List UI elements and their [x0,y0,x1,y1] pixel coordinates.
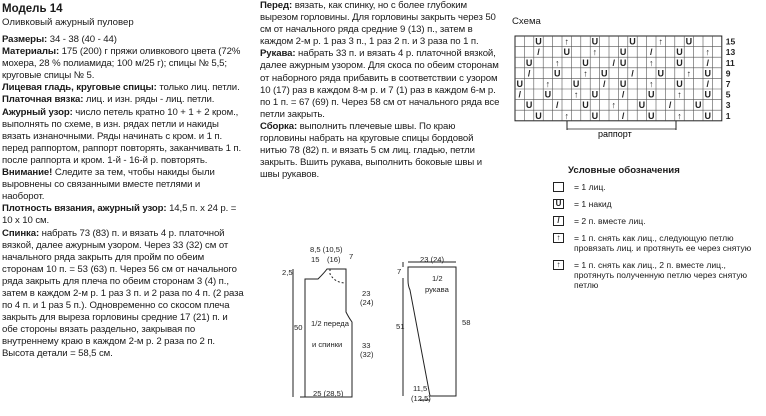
legend-text: = 1 накид [574,199,612,209]
knitting-chart [515,36,722,121]
instruction-text: 175 (200) г пряжи оливкового цвета (72% мохера, 28 % полиамида; 100 м/25 г); спицы № 5,5; круговые спицы № 5. [2,46,241,82]
chart-stitch-symbol: ↑ [705,47,710,58]
chart-stitch-symbol: U [676,57,683,68]
chart-stitch-symbol: U [676,79,683,89]
yarnover-icon: U [553,199,564,209]
chart-stitch-symbol: U [544,89,552,100]
instruction-text: 34 - 38 (40 - 44) [47,34,117,45]
knit-icon [553,182,564,192]
dim-back-11: 25 (28,5) [313,389,344,398]
instruction-label: Материалы: [2,46,60,58]
instruction-label: Внимание! [2,167,53,179]
chart-stitch-symbol: U [704,89,711,100]
chart-row-number: 15 [725,36,736,47]
sleeve-pattern [403,262,456,400]
chart-stitch-symbol: U [601,68,608,79]
dim-back-8: 50 [294,323,303,332]
chart-stitch-symbol: / [603,79,606,89]
instruction-text: Следите за тем, чтобы накиды были выровнены со связанными вместе петлями и наоборот. [2,167,215,203]
chart-stitch-symbol: U [619,79,627,89]
chart-stitch-symbol: U [619,57,627,68]
chart-stitch-symbol: U [582,57,589,68]
legend-item-k2tog [548,216,763,226]
instruction-label: Спинка: [2,227,40,239]
legend-item-sk2p [548,260,763,290]
chart-stitch-symbol: ↑ [564,110,569,121]
chart-stitch-symbol: U [648,89,655,100]
chart-stitch-symbol: ↑ [555,57,560,68]
chart-row-number: 1 [725,110,731,121]
chart-stitch-symbol: U [685,36,693,47]
legend-text: = 1 п. снять как лиц., 2 п. вместе лиц., протянуть полученную петлю через снятую петлю [574,260,748,290]
instruction-label: Плотность вязания, ажурный узор: [2,203,167,215]
chart-stitch-symbol: U [525,100,533,111]
dim-back-5: 7 [349,252,354,261]
chart-stitch-symbol: / [706,79,709,89]
rapport-label: раппорт [598,129,632,139]
instruction-text: лиц. и изн. ряды - лиц. петли. [83,94,215,106]
dim-back-1: 2,5 [282,268,293,277]
chart-stitch-symbol: U [648,110,655,121]
chart-stitch-symbol: ↑ [677,110,682,121]
chart-stitch-symbol: ↑ [545,79,551,89]
dim-back-4: (16) [327,255,341,264]
chart-stitch-symbol: / [621,110,625,121]
chart-stitch-symbol: U [591,36,599,47]
chart-stitch-symbol: U [572,79,580,89]
model-title: Модель 14 [2,3,63,15]
chart-stitch-symbol: U [525,57,533,68]
chart-stitch-symbol: / [668,100,672,111]
legend-title: Условные обозначения [568,165,680,176]
chart-stitch-symbol: ↑ [649,57,654,68]
dim-sleeve-6: (12,5) [411,394,431,403]
legend-text: = 1 п. снять как лиц., следующую петлю провязать лиц. и протянуть ее через снятую [574,233,752,253]
chart-stitch-symbol: U [619,47,627,58]
chart-stitch-symbol: / [537,47,540,58]
chart-stitch-symbol: U [554,68,561,79]
chart-stitch-symbol: U [535,36,542,47]
back-label-2: и спинки [312,340,343,349]
chart-stitch-symbol: ↑ [611,100,616,111]
legend-item-skp [548,233,763,253]
chart-stitch-symbol: U [563,47,570,58]
dim-sleeve-2: 23 (24) [420,255,445,264]
chart-stitch-symbol: U [582,100,589,111]
chart-stitch-symbol: U [704,68,711,79]
schema-title: Схема [512,16,541,27]
chart-stitch-symbol: U [629,36,636,47]
instruction-label: Лицевая гладь, круговые спицы: [2,82,157,94]
chart-stitch-symbol: U [676,47,683,58]
dim-back-7: (24) [360,298,374,307]
chart-stitch-symbol: / [631,68,634,79]
chart-stitch-symbol: / [518,89,521,100]
chart-stitch-symbol: U [657,68,664,79]
dim-sleeve-5: 11,5 [413,384,428,393]
back-front-pattern [293,269,352,397]
chart-stitch-symbol: / [621,89,625,100]
chart-row-number: 5 [725,89,731,100]
instruction-label: Платочная вязка: [2,94,84,106]
chart-row-number: 13 [725,47,736,58]
skp-icon: ↑ [553,233,564,243]
chart-row-number: 7 [725,79,731,89]
chart-stitch-symbol: ↑ [677,89,682,100]
instruction-label: Размеры: [2,34,48,45]
legend [548,165,763,290]
dim-back-10: (32) [360,350,374,359]
chart-row-numbers [726,37,736,121]
dim-back-9: 33 [362,341,371,350]
chart-stitch-symbol: ↑ [573,89,579,100]
instruction-text: вязать, как спинку, но с более глубоким вырезом горловины. Для горловины закрыть через 50 см от начального ряда средние 9 (13) п., затем в каждом 2-м р. 1 раз 3 п., 1 раз 2 п. и 3 раза по 1 п. [260,0,496,48]
chart-stitch-symbol: U [535,110,542,121]
chart-stitch-symbol: / [556,100,559,111]
chart-stitch-symbol: ↑ [658,36,663,47]
chart-stitch-symbol: U [695,100,702,111]
model-subtitle: Оливковый ажурный пуловер [2,17,134,28]
back-label-1: 1/2 переда [311,319,349,328]
chart-stitch-symbol: U [638,100,646,111]
instruction-text: выполнить плечевые швы. По краю горловины набрать на круговые спицы бордовой нитью 78 (82) п. и вязать 5 см лиц. гладью, петли закрыть. Вшить рукава, выполнить боковые швы и швы рукавов. [260,120,483,181]
dim-sleeve-4: 58 [462,318,471,327]
instruction-label: Рукава: [260,48,296,60]
instruction-text: только лиц. петли. [156,82,240,94]
instruction-label: Сборка: [260,120,298,132]
chart-stitch-symbol: ↑ [564,36,569,47]
chart-stitch-symbol: U [591,89,599,100]
chart-stitch-symbol: ↑ [592,47,598,58]
dim-back-6: 23 [362,289,371,298]
chart-stitch-symbol: ↑ [649,79,654,89]
chart-stitch-symbol: U [516,79,523,89]
dim-sleeve-1: 7 [397,267,402,276]
chart-stitch-symbol: ↑ [686,68,692,79]
chart-stitch-symbol: U [591,110,599,121]
instruction-text: набрать 33 п. и вязать 4 р. платочной вязкой, далее ажурным узором. Для скоса по обеим сторонам от наборного ряда прибавить в соответствии с узором 10 (17) раз в каждом 8-м р. и 7 (1) раз в каждом 6-м р. по 1 п. = 67 (69) п. Через 58 см от начального ряда все петли закрыть. [260,48,500,120]
sleeve-label-1: 1/2 [432,274,443,283]
instruction-label: Ажурный узор: [2,106,73,118]
chart-stitch-symbol: / [650,47,653,58]
legend-text: = 2 п. вместе лиц. [574,216,646,226]
chart-row-number: 9 [725,68,731,79]
chart-row-number: 11 [725,57,735,68]
dim-sleeve-3: 51 [396,322,405,331]
chart-stitch-symbol: ↑ [583,68,588,79]
chart-stitch-symbol: / [706,57,709,68]
chart-stitch-symbol: U [704,110,711,121]
sk2p-icon: ↑ [553,260,564,270]
instruction-text: 14,5 п. x 24 р. = 10 x 10 см. [2,203,237,227]
legend-item-yarnover [548,199,763,209]
dim-back-2: 8,5 (10,5) [310,245,343,254]
chart-stitch-symbol: / [612,57,615,68]
chart-row-number: 3 [725,100,731,111]
dim-back-3: 15 [311,255,320,264]
sleeve-label-2: рукава [425,285,449,294]
instruction-text: набрать 73 (83) п. и вязать 4 р. платочной вязкой, далее ажурным узором. Через 33 (32) см от начального ряда закрыть для пройм по обеим сторонам 10 п. = 53 (63) п. Через 56 см от начального ряда закрыть для плеча по обеим сторонам 3 (4) п., затем в каждом 2-м р. 1 раз 3 п. и 2 раза по 4 п. (2 раза по 4 п. и 1 раз 5 п.). Одновременно со скосом плеча закрыть для выреза горловины средние 17 (21) п. и обе стороны вязать раздельно, закрывая по внутреннему краю в каждом 2-м р. 2 раза по 2 п. Высота детали = 58,5 см. [2,227,244,360]
legend-text: = 1 лиц. [574,182,606,192]
chart-stitch-symbol: / [527,68,531,79]
legend-item-knit [548,182,763,192]
instruction-label: Перед: [260,0,293,11]
instruction-text: число петель кратно 10 + 1 + 2 кром., выполнять по схеме, в изн. рядах петли и накиды вязать изнаночными. Ряды начинать с кром. и 1 п. перед раппортом, раппорт повторять, заканчивать 1 п. после раппорта и кром. 1-й - 16-й р. повторять. [2,106,242,166]
k2tog-icon: / [553,216,564,226]
